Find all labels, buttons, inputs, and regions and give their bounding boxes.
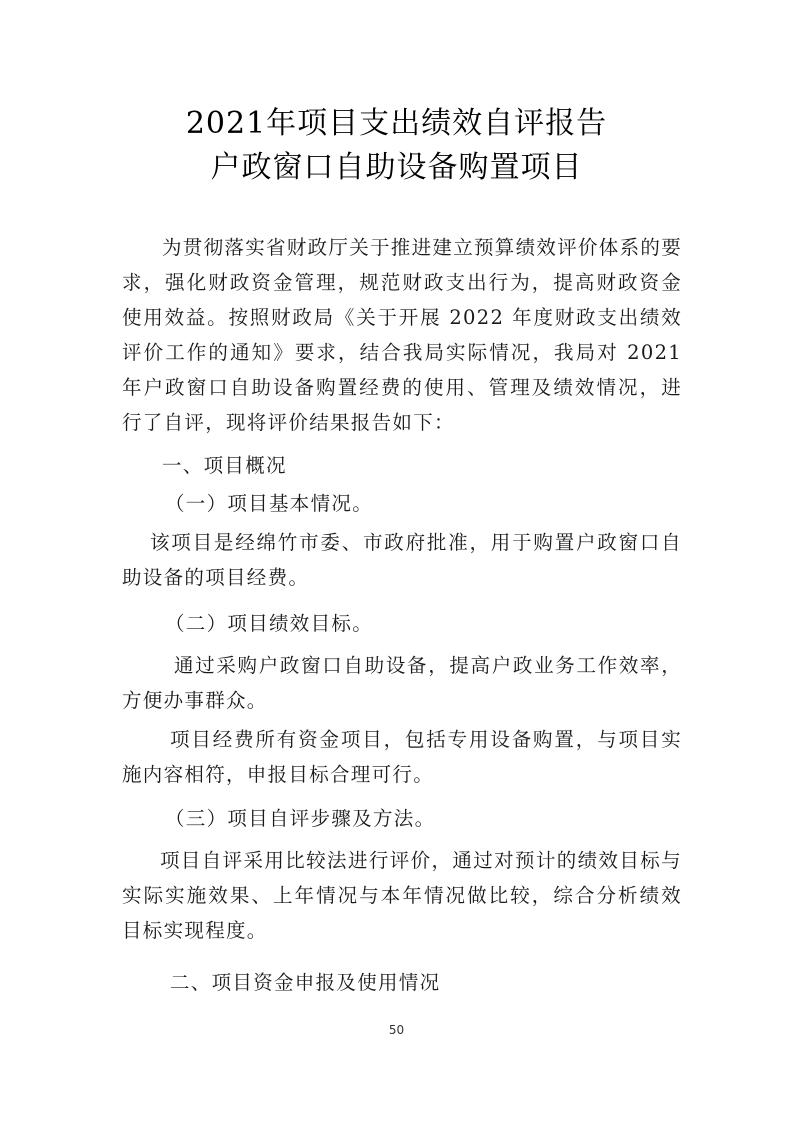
project-title: 户政窗口自助设备购置项目 bbox=[210, 150, 583, 185]
subsection-2-heading: （二）项目绩效目标。 bbox=[165, 612, 374, 635]
page-number: 50 bbox=[388, 1023, 405, 1037]
subsection-3-heading: （三）项目自评步骤及方法。 bbox=[165, 807, 436, 830]
report-title: 2021年项目支出绩效自评报告 bbox=[185, 106, 608, 141]
section-1-heading: 一、项目概况 bbox=[162, 454, 287, 477]
intro-paragraph: 为贯彻落实省财政厅关于推进建立预算绩效评价体系的要求，强化财政资金管理，规范财政支出行为，提高财政资金使用效益。按照财政局《关于开展 2022 年度财政支出绩效评价工作的通知》要求，结合我局实际情况，我局对 2021 年户政窗口自助设备购置经费的使用、管理及绩效情况，进行了自评，现将评价结果报告如下： bbox=[122, 236, 683, 434]
subsection-1-heading: （一）项目基本情况。 bbox=[165, 492, 374, 515]
section-2-heading: 二、项目资金申报及使用情况 bbox=[170, 971, 441, 994]
subsection-3-paragraph: 项目自评采用比较法进行评价，通过对预计的绩效目标与实际实施效果、上年情况与本年情况做比较，综合分析绩效目标实现程度。 bbox=[122, 849, 682, 942]
subsection-1-paragraph: 该项目是经绵竹市委、市政府批准，用于购置户政窗口自助设备的项目经费。 bbox=[122, 531, 682, 589]
subsection-2-paragraph-2: 项目经费所有资金项目，包括专用设备购置，与项目实施内容相符，申报目标合理可行。 bbox=[122, 728, 682, 786]
subsection-2-paragraph-1: 通过采购户政窗口自助设备，提高户政业务工作效率，方便办事群众。 bbox=[122, 654, 682, 712]
